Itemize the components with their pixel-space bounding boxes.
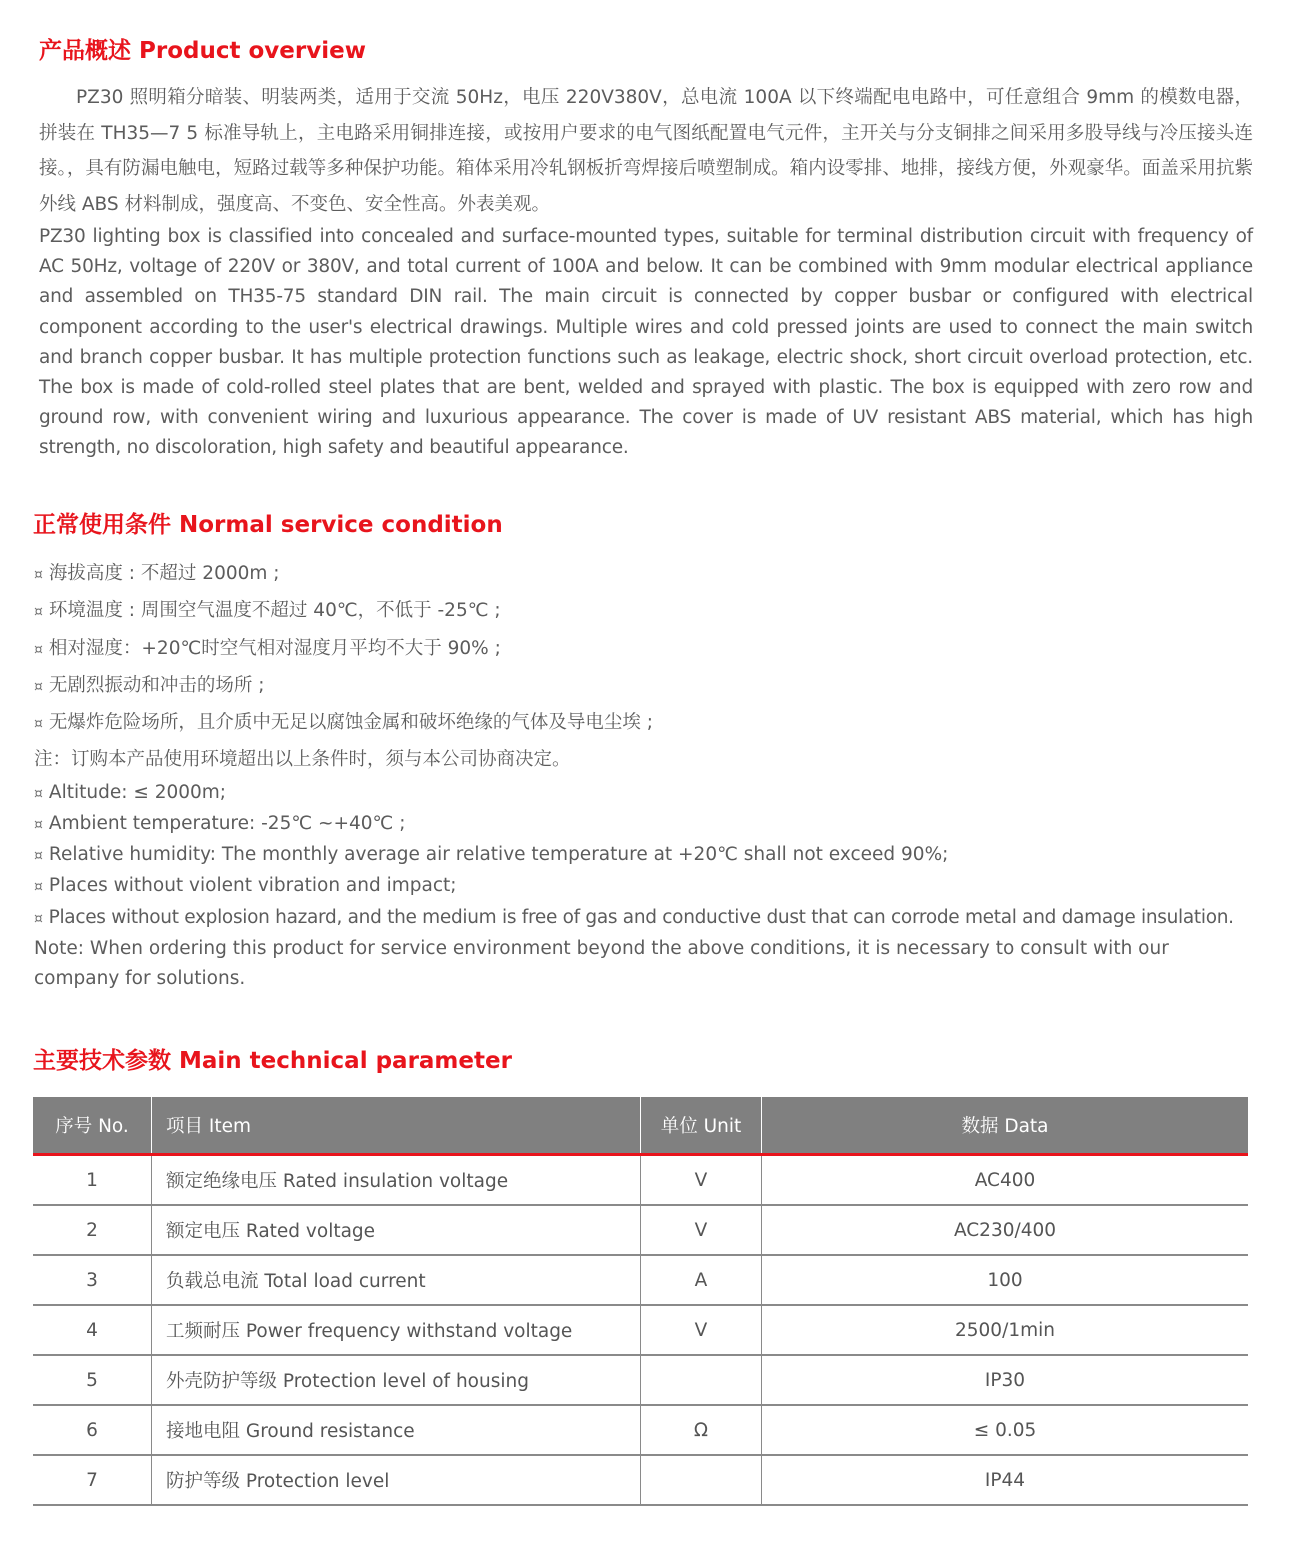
bullet-icon: ¤ [34,848,43,865]
table-row [33,1455,1248,1505]
bullet-icon: ¤ [34,785,43,802]
cell-unit [641,1355,762,1405]
condition-text: Places without violent vibration and impact; [48,875,457,897]
condition-item [34,593,1264,630]
condition-note-english: Note: When ordering this product for service environment beyond the above conditions, it is necessary to consult with our company for solutions. [34,937,1169,989]
condition-text: Altitude: ≤ 2000m; [48,781,227,803]
cell-data: AC230/400 [762,1205,1249,1255]
overview-chinese-paragraph: PZ30 照明箱分暗装、明装两类，适用于交流 50Hz，电压 220V380V，总电流 100A 以下终端配电电路中，可任意组合 9mm 的模数电器，拼装在 TH35—7 5 标准导轨上，主电路采用铜排连接，或按用户要求的电气图纸配置电气元件，主开关与分支铜排之间采用多股导线与冷压接头连接。，具有防漏电触电，短路过载等多种保护功能。箱体采用冷轧钢板折弯焊接后喷塑制成。箱内设零排、地排，接线方便，外观豪华。面盖采用抗紫外线 ABS 材料制成，强度高、不变色、安全性高。外表美观。 [39,87,1253,215]
header-unit: 单位 Unit [641,1097,762,1155]
bullet-icon: ¤ [34,716,43,733]
cell-no: 7 [33,1455,152,1505]
bullet-icon: ¤ [34,641,43,658]
header-item: 项目 Item [152,1097,641,1155]
bullet-icon: ¤ [34,816,43,833]
conditions-list [34,556,1264,994]
table-row [33,1155,1248,1206]
table-row [33,1205,1248,1255]
condition-item [34,778,1264,809]
condition-note-chinese: 注：订购本产品使用环境超出以上条件时，须与本公司协商决定。 [34,749,571,771]
table-row [33,1405,1248,1455]
cell-unit: Ω [641,1405,762,1455]
bullet-icon: ¤ [34,879,43,896]
bullet-icon: ¤ [34,604,43,621]
cell-no: 4 [33,1305,152,1355]
cell-item: 额定电压 Rated voltage [152,1205,641,1255]
bullet-icon: ¤ [34,567,43,583]
cell-data: ≤ 0.05 [762,1405,1249,1455]
table-header-row [33,1097,1248,1155]
condition-item [34,903,1264,934]
cell-no: 3 [33,1255,152,1305]
cell-no: 6 [33,1405,152,1455]
cell-item: 防护等级 Protection level [152,1455,641,1505]
condition-text: Ambient temperature: -25℃ ~+40℃ ; [48,812,406,834]
condition-text: Relative humidity: The monthly average air relative temperature at +20℃ shall not exceed 90%; [48,844,949,866]
condition-text: 环境温度 : 周围空气温度不超过 40℃，不低于 -25℃ ; [48,600,501,622]
cell-unit: V [641,1305,762,1355]
condition-text: 相对湿度：+20℃时空气相对湿度月平均不大于 90% ; [48,637,501,659]
condition-item [34,556,1264,593]
condition-text: 无爆炸危险场所，且介质中无足以腐蚀金属和破坏绝缘的气体及导电尘埃 ; [48,712,654,734]
condition-text: 无剧烈振动和冲击的场所 ; [48,674,265,696]
cell-unit: V [641,1155,762,1206]
table-row [33,1305,1248,1355]
header-data: 数据 Data [762,1097,1249,1155]
cell-item: 负载总电流 Total load current [152,1255,641,1305]
conditions-title: 正常使用条件 Normal service condition [33,512,503,538]
bullet-icon: ¤ [34,910,43,927]
parameters-title: 主要技术参数 Main technical parameter [33,1048,512,1074]
cell-item: 外壳防护等级 Protection level of housing [152,1355,641,1405]
cell-item: 额定绝缘电压 Rated insulation voltage [152,1155,641,1206]
cell-item: 接地电阻 Ground resistance [152,1405,641,1455]
condition-item [34,668,1264,705]
table-row [33,1355,1248,1405]
overview-english-paragraph: PZ30 lighting box is classified into concealed and surface-mounted types, suitable for terminal distribution circuit with frequency of AC 50Hz, voltage of 220V or 380V, and total current of 100A and below. It can be combined with 9mm modular electrical appliance and assembled on TH35-75 standard DIN rail. The main circuit is connected by copper busbar or configured with electrical component according to the user's electrical drawings. Multiple wires and cold pressed joints are used to connect the main switch and branch copper busbar. It has multiple protection functions such as leakage, electric shock, short circuit overload protection, etc. The box is made of cold-rolled steel plates that are bent, welded and sprayed with plastic. The box is equipped with zero row and ground row, with convenient wiring and luxurious appearance. The cover is made of UV resistant ABS material, which has high strength, no discoloration, high safety and beautiful appearance. [39,226,1253,459]
condition-text: Places without explosion hazard, and the medium is free of gas and conductive dust that can corrode metal and damage insulation. [48,906,1234,928]
condition-item [34,809,1264,840]
header-no: 序号 No. [33,1097,152,1155]
condition-item [34,840,1264,871]
bullet-icon: ¤ [34,678,43,695]
cell-no: 1 [33,1155,152,1206]
cell-unit: V [641,1205,762,1255]
cell-item: 工频耐压 Power frequency withstand voltage [152,1305,641,1355]
cell-data: IP30 [762,1355,1249,1405]
cell-data: 2500/1min [762,1305,1249,1355]
condition-item [34,631,1264,668]
condition-item [34,871,1264,902]
overview-title: 产品概述 Product overview [39,38,366,64]
cell-unit [641,1455,762,1505]
table-row [33,1255,1248,1305]
cell-no: 2 [33,1205,152,1255]
cell-no: 5 [33,1355,152,1405]
cell-data: IP44 [762,1455,1249,1505]
condition-text: 海拔高度 : 不超过 2000m ; [48,563,280,584]
parameters-table [33,1097,1248,1506]
cell-data: 100 [762,1255,1249,1305]
cell-data: AC400 [762,1155,1249,1206]
condition-item [34,705,1264,742]
cell-unit: A [641,1255,762,1305]
